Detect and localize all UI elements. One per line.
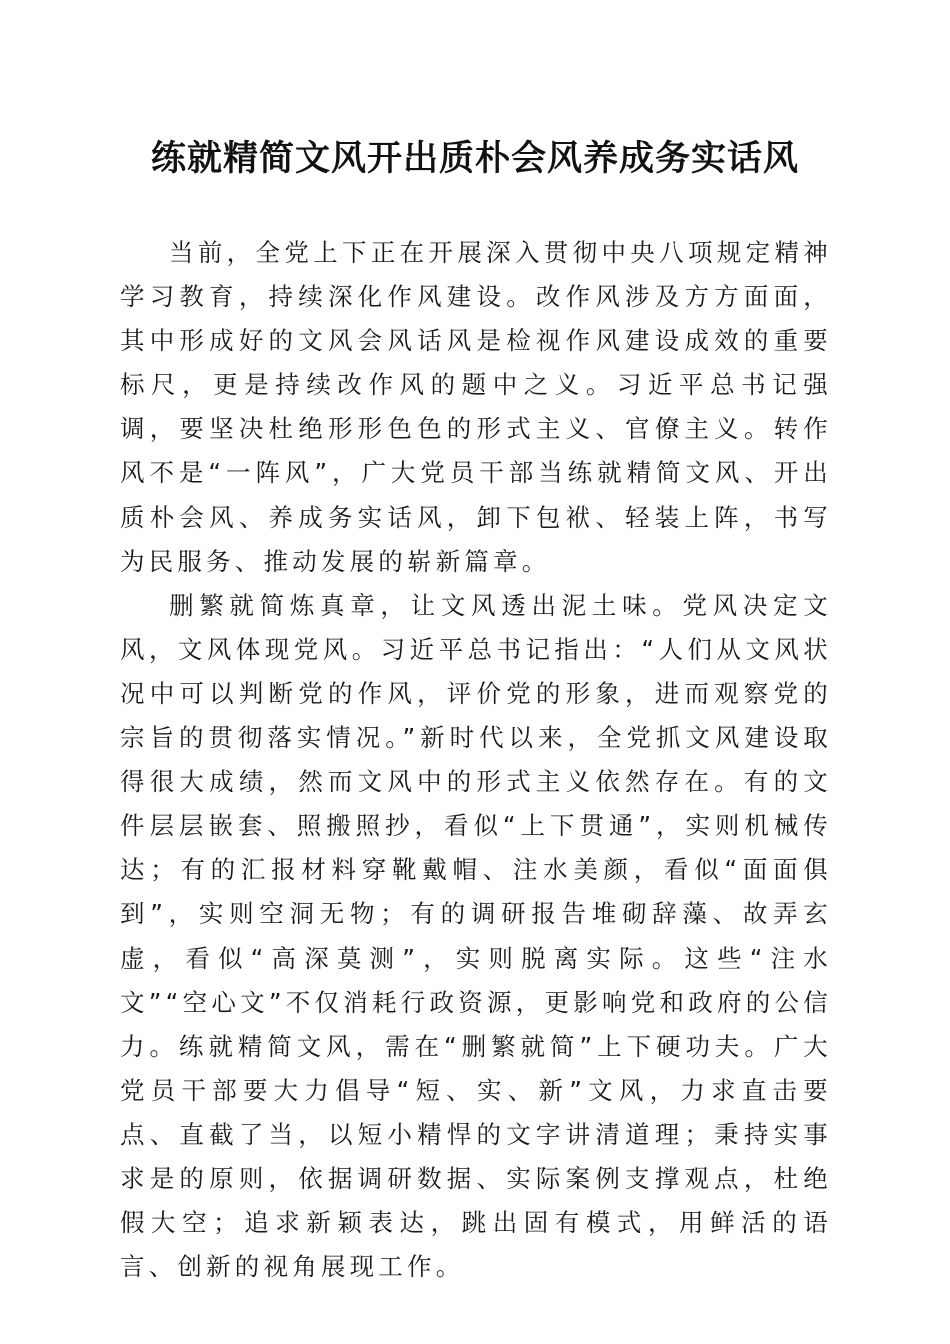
document-body [120, 231, 832, 1289]
document-title: 练就精简文风开出质朴会风养成务实话风 [150, 138, 799, 179]
paragraph-2: 删繁就简炼真章，让文风透出泥土味。党风决定文风，文风体现党风。习近平总书记指出：“人们从文风状况中可以判断党的作风，评价党的形象，进而观察党的宗旨的贯彻落实情况。”新时代以来，全党抓文风建设取得很大成绩，然而文风中的形式主义依然存在。有的文件层层嵌套、照搬照抄，看似“上下贯通”，实则机械传达；有的汇报材料穿靴戴帽、注水美颜，看似“面面俱到”，实则空洞无物；有的调研报告堆砌辞藻、故弄玄虚，看似“高深莫测”，实则脱离实际。这些“注水文”“空心文”不仅消耗行政资源，更影响党和政府的公信力。练就精简文风，需在“删繁就简”上下硬功夫。广大党员干部要大力倡导“短、实、新”文风，力求直击要点、直截了当，以短小精悍的文字讲清道理；秉持实事求是的原则，依据调研数据、实际案例支撑观点，杜绝假大空；追求新颖表达，跳出固有模式，用鲜活的语言、创新的视角展现工作。 [120, 590, 832, 1282]
paragraph-1: 当前，全党上下正在开展深入贯彻中央八项规定精神学习教育，持续深化作风建设。改作风涉及方方面面，其中形成好的文风会风话风是检视作风建设成效的重要标尺，更是持续改作风的题中之义。习近平总书记强调，要坚决杜绝形形色色的形式主义、官僚主义。转作风不是“一阵风”，广大党员干部当练就精简文风、开出质朴会风、养成务实话风，卸下包袱、轻装上阵，书写为民服务、推动发展的崭新篇章。 [120, 238, 832, 576]
